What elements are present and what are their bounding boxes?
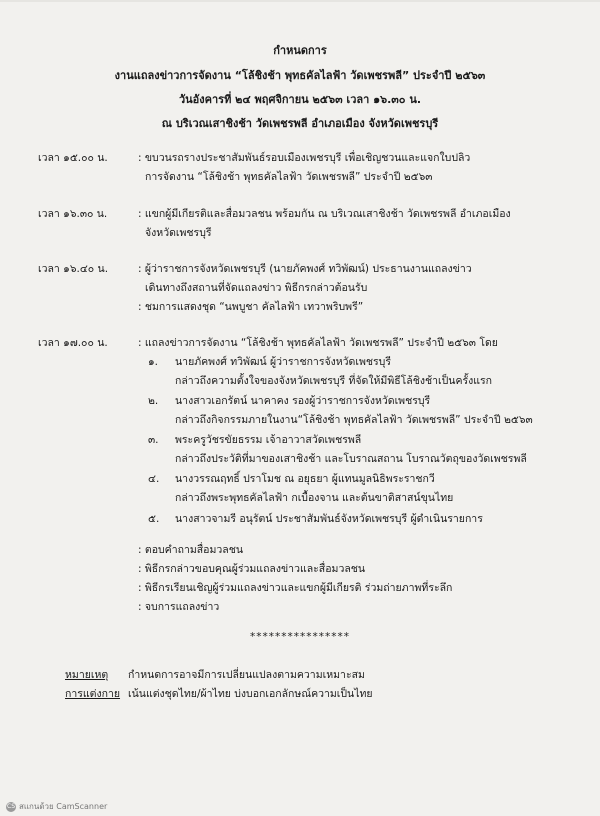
note-text: กำหนดการอาจมีการเปลี่ยนแปลงตามความเหมาะสม (128, 669, 365, 681)
schedule-line: : ผู้ว่าราชการจังหวัดเพชรบุรี (นายภัคพงศ์ ทวิพัฒน์) ประธานงานแถลงข่าว (138, 263, 472, 275)
note-label: หมายเหตุ (65, 669, 109, 681)
schedule-line: เดินทางถึงสถานที่จัดแถลงข่าว พิธีกรกล่าวต้อนรับ (145, 282, 368, 294)
camscanner-logo-icon: CS (7, 802, 15, 810)
speaker-number: ๕. (148, 513, 160, 525)
speaker-name: นางสาวเอกรัตน์ นาคาคง รองผู้ว่าราชการจังหวัดเพชรบุรี (175, 395, 431, 407)
closing-item: : จบการแถลงข่าว (138, 601, 220, 613)
speaker-description: กล่าวถึงพระพุทธคัลไลฟ้า กเบื้องจาน และต้นขาติสาสน์ขุนไทย (175, 492, 454, 504)
divider-stars: **************** (250, 631, 350, 643)
doc-title: กำหนดการ (273, 44, 327, 57)
scanner-watermark (6, 800, 107, 813)
doc-subtitle: งานแถลงข่าวการจัดงาน “โล้ชิงช้า พุทธคัลไลฟ้า วัดเพชรพลี” ประจำปี ๒๕๖๓ (114, 69, 486, 82)
speaker-number: ๔. (148, 473, 160, 485)
doc-date: วันอังคารที่ ๒๔ พฤศจิกายน ๒๕๖๓ เวลา ๑๖.๓๐ น. (178, 93, 422, 106)
watermark-text: สแกนด้วย CamScanner (19, 802, 108, 811)
closing-item: : ตอบคำถามสื่อมวลชน (138, 544, 244, 556)
speaker-description: กล่าวถึงกิจกรรมภายในงาน“โล้ชิงช้า พุทธคัลไลฟ้า วัดเพชรพลี” ประจำปี ๒๕๖๓ (175, 414, 533, 426)
time-label: เวลา ๑๖.๓๐ น. (38, 208, 108, 220)
speaker-number: ๒. (148, 395, 159, 407)
closing-item: : พิธีกรกล่าวขอบคุณผู้ร่วมแถลงข่าวและสื่อมวลชน (138, 563, 366, 575)
schedule-line: การจัดงาน “โล้ชิงช้า พุทธคัลไลฟ้า วัดเพชรพลี” ประจำปี ๒๕๖๓ (145, 171, 433, 183)
speaker-description: กล่าวถึงประวัติที่มาของเสาชิงช้า และโบราณสถาน โบราณวัตถุของวัดเพชรพลี (175, 453, 527, 465)
schedule-line: : ชมการแสดงชุด “นพบูชา คัลไลฟ้า เทวาพริบพรี” (138, 301, 364, 313)
time-label: เวลา ๑๗.๐๐ น. (38, 337, 108, 349)
top-edge (0, 0, 600, 2)
schedule-line: : แขกผู้มีเกียรติและสื่อมวลชน พร้อมกัน ณ บริเวณเสาชิงช้า วัดเพชรพลี อำเภอเมือง (138, 208, 511, 220)
speaker-number: ๑. (148, 356, 159, 368)
dress-code-label: การแต่งกาย (65, 688, 121, 700)
speaker-name: นายภัคพงศ์ ทวิพัฒน์ ผู้ว่าราชการจังหวัดเพชรบุรี (175, 356, 391, 368)
closing-item: : พิธีกรเรียนเชิญผู้ร่วมแถลงข่าวและแขกผู้มีเกียรติ ร่วมถ่ายภาพที่ระลึก (138, 582, 453, 594)
speaker-name: พระครูวัชรขัยธรรม เจ้าอาวาสวัดเพชรพลี (175, 434, 362, 446)
speaker-name: นางสาวจามรี อนุรัตน์ ประชาสัมพันธ์จังหวัดเพชรบุรี ผู้ดำเนินรายการ (175, 513, 483, 525)
time-label: เวลา ๑๕.๐๐ น. (38, 152, 108, 164)
speaker-description: กล่าวถึงความตั้งใจของจังหวัดเพชรบุรี ที่จัดให้มีพิธีโล้ชิงช้าเป็นครั้งแรก (175, 375, 493, 387)
dress-code-text: เน้นแต่งชุดไทย/ผ้าไทย บ่งบอกเอกลักษณ์ความเป็นไทย (128, 688, 373, 700)
schedule-line: จังหวัดเพชรบุรี (145, 227, 212, 239)
doc-venue: ณ บริเวณเสาชิงช้า วัดเพชรพลี อำเภอเมือง จังหวัดเพชรบุรี (161, 117, 439, 130)
speaker-name: นางวรรณฤทธิ์ ปราโมช ณ อยุธยา ผู้แทนมูลนิธิพระราชกวี (175, 473, 435, 485)
speaker-number: ๓. (148, 434, 159, 446)
schedule-line: : แถลงข่าวการจัดงาน “โล้ชิงช้า พุทธคัลไลฟ้า วัดเพชรพลี” ประจำปี ๒๕๖๓ โดย (138, 337, 498, 349)
time-label: เวลา ๑๖.๔๐ น. (38, 263, 109, 275)
schedule-line: : ขบวนรถรางประชาสัมพันธ์รอบเมืองเพชรบุรี เพื่อเชิญชวนและแจกใบปลิว (138, 152, 471, 164)
